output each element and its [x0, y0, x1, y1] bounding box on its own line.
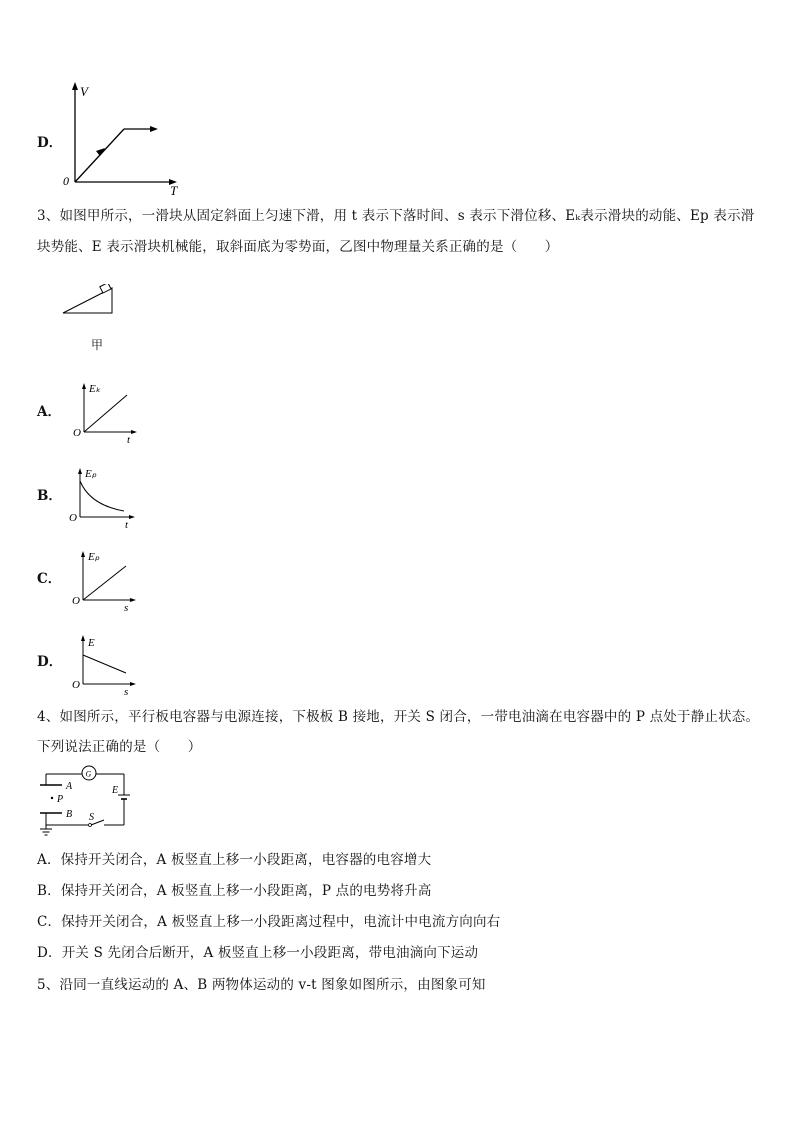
q3-option-a-label: A． — [37, 404, 61, 420]
e-line — [83, 655, 126, 673]
svg-text:t: t — [127, 434, 131, 446]
q4-stem-line2: 下列说法正确的是（ ） — [37, 739, 202, 755]
svg-text:O: O — [69, 512, 77, 524]
rising-arrow — [96, 148, 105, 156]
q4-option-c: C．保持开关闭合，A 板竖直上移一小段距离过程中，电流计中电流方向向右 — [37, 914, 501, 930]
point-p — [51, 797, 53, 799]
svg-text:t: t — [125, 519, 129, 531]
rising-segment — [75, 129, 124, 182]
q3-option-c-graph — [69, 548, 141, 614]
q3-option-b-label: B． — [37, 488, 62, 504]
svg-text:s: s — [124, 686, 129, 698]
svg-text:s: s — [124, 602, 129, 614]
y-axis-label: V — [80, 84, 88, 99]
svg-text:O: O — [72, 679, 80, 691]
q3-option-b-graph — [66, 465, 142, 531]
svg-text:E: E — [112, 785, 119, 796]
q4-option-d: D．开关 S 先闭合后断开，A 板竖直上移一小段距离，带电油滴向下运动 — [37, 945, 479, 961]
svg-text:P: P — [57, 794, 64, 805]
svg-text:E: E — [88, 637, 95, 649]
q3-stem-line1: 3、如图甲所示，一滑块从固定斜面上匀速下滑，用 t 表示下落时间、s 表示下滑位移、Eₖ表示滑块的动能、Ep 表示滑 — [37, 208, 755, 224]
svg-text:A: A — [66, 781, 73, 792]
q2-option-d-graph — [58, 80, 188, 198]
slider-block — [100, 284, 111, 293]
q3-option-a-graph — [70, 380, 142, 446]
svg-text:S: S — [89, 812, 94, 823]
ek-line — [84, 395, 127, 432]
q2-option-d-label: D． — [37, 135, 63, 151]
q4-option-a: A．保持开关闭合，A 板竖直上移一小段距离，电容器的电容增大 — [37, 852, 432, 868]
q4-circuit-diagram — [36, 763, 130, 839]
svg-text:B: B — [66, 809, 73, 820]
q3-option-c-label: C． — [37, 571, 62, 587]
q4-option-b: B．保持开关闭合，A 板竖直上移一小段距离，P 点的电势将升高 — [37, 883, 432, 899]
q3-option-d-label: D． — [37, 654, 63, 670]
svg-text:G: G — [85, 769, 92, 779]
q4-stem-line1: 4、如图所示，平行板电容器与电源连接，下极板 B 接地，开关 S 闭合，一带电油滴在电容器中的 P 点处于静止状态。 — [37, 709, 760, 725]
y-axis-arrow — [72, 82, 78, 90]
ep-curve — [80, 481, 124, 511]
origin-label: 0 — [63, 174, 69, 188]
svg-text:Eₚ: Eₚ — [88, 551, 100, 563]
svg-text:O: O — [72, 595, 80, 607]
q3-figure-caption: 甲 — [91, 338, 104, 352]
x-axis-label: T — [170, 183, 178, 198]
q5-stem-line1: 5、沿同一直线运动的 A、B 两物体运动的 v-t 图象如图所示，由图象可知 — [37, 977, 486, 993]
svg-text:O: O — [73, 427, 81, 439]
ep-line — [83, 566, 126, 600]
svg-text:Eₚ: Eₚ — [85, 468, 97, 480]
q3-option-d-graph — [69, 632, 141, 698]
q3-stem-line2: 块势能、E 表示滑块机械能，取斜面底为零势面，乙图中物理量关系正确的是（ ） — [37, 239, 559, 255]
svg-text:Eₖ: Eₖ — [89, 383, 101, 395]
flat-arrow — [150, 126, 158, 132]
q3-incline-figure — [60, 284, 120, 318]
